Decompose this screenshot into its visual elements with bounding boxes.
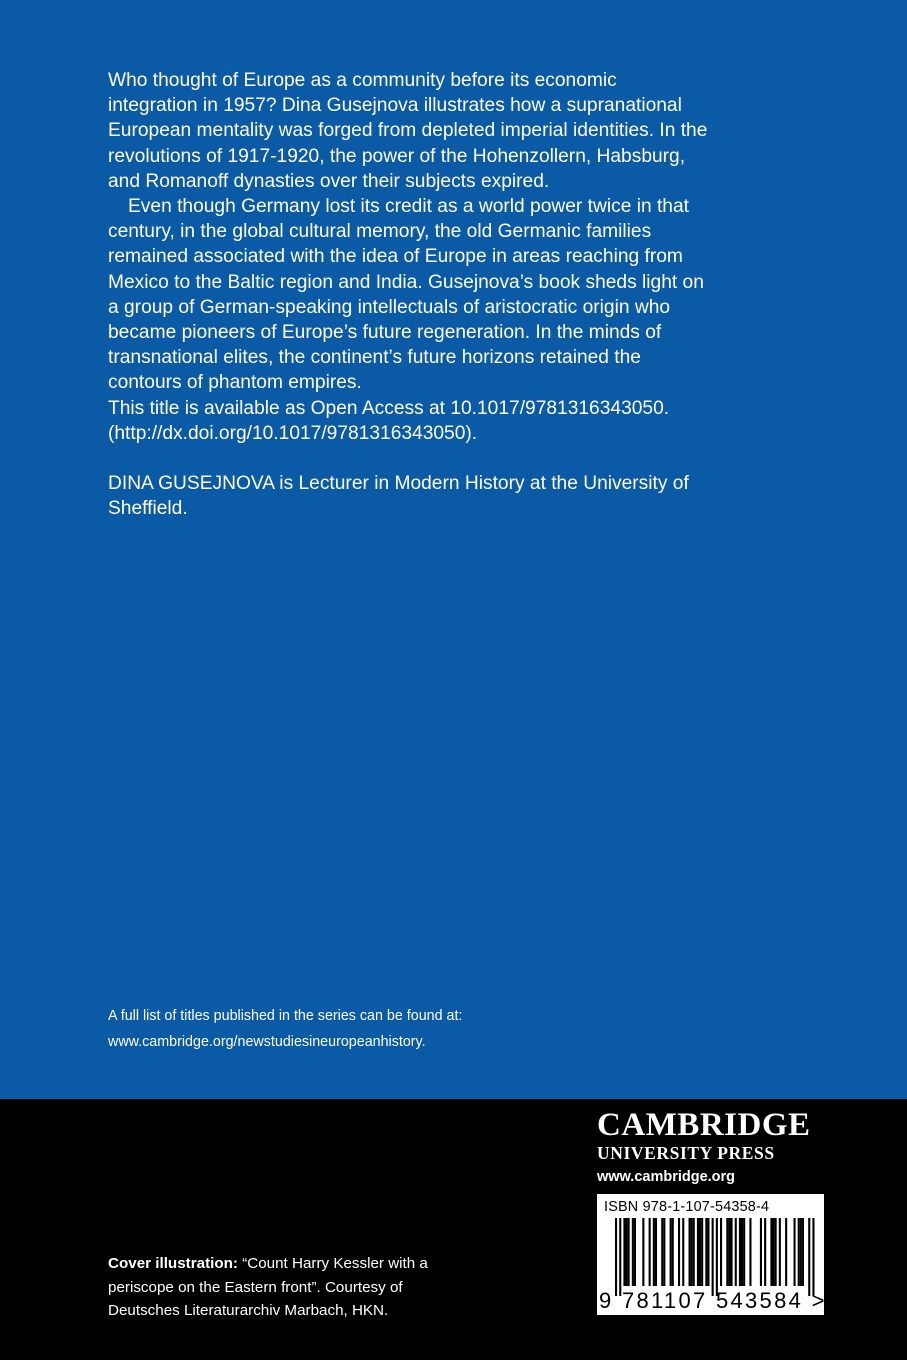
barcode-bar [785, 1218, 787, 1286]
barcode-bar [720, 1218, 722, 1286]
barcode-bar [661, 1218, 663, 1286]
barcode-bar [634, 1218, 636, 1286]
barcode-bar [655, 1218, 657, 1286]
barcode-bar [812, 1218, 814, 1296]
barcode-bar [802, 1218, 804, 1286]
barcode-bar [712, 1218, 714, 1296]
barcode-bar [663, 1218, 665, 1286]
series-url[interactable]: www.cambridge.org/newstudiesineuropeanhistory. [108, 1034, 426, 1050]
cover-credit [108, 1252, 468, 1323]
blurb [108, 68, 708, 521]
author-bio: DINA GUSEJNOVA is Lecturer in Modern History at the University of Sheffield. [108, 473, 689, 520]
barcode-bar [615, 1218, 617, 1296]
barcode-bar [697, 1218, 699, 1286]
barcode-bar [619, 1218, 621, 1296]
barcode-bar [726, 1218, 728, 1286]
barcode-bar [626, 1218, 628, 1286]
barcode-bar [731, 1218, 733, 1286]
barcode-bar [773, 1218, 775, 1286]
cover-credit-label: Cover illustration: [108, 1255, 238, 1272]
barcode-bar [739, 1218, 741, 1286]
barcode-panel [597, 1194, 827, 1315]
barcode-bar [770, 1218, 772, 1286]
barcode-bar [800, 1218, 802, 1286]
barcode-bar [707, 1218, 709, 1286]
publisher-logo [597, 1108, 827, 1186]
barcode-bar [716, 1218, 718, 1296]
barcode-bar [693, 1218, 695, 1286]
publisher-subtitle: UNIVERSITY PRESS [597, 1143, 775, 1163]
barcode-bar [670, 1218, 672, 1286]
barcode-bar [653, 1218, 655, 1286]
series-text: A full list of titles published in the series can be found at: [108, 1008, 463, 1024]
publisher-url[interactable]: www.cambridge.org [597, 1169, 736, 1185]
barcode-bar [642, 1218, 644, 1286]
isbn-label: ISBN 978-1-107-54358-4 [604, 1199, 770, 1215]
barcode-bar [623, 1218, 625, 1286]
barcode-bar [689, 1218, 691, 1286]
series-info [108, 1003, 528, 1055]
barcode-bar [808, 1218, 810, 1296]
barcode-bar [749, 1218, 751, 1286]
barcode-bar [682, 1218, 684, 1286]
publisher-name: CAMBRIDGE [597, 1107, 811, 1143]
barcode-bar [701, 1218, 703, 1286]
barcode-bar [798, 1218, 800, 1286]
open-access-note: This title is available as Open Access at 10.1017/9781316343050. (http://dx.doi.org/10.1017/9781316343050). [108, 397, 670, 444]
barcode-bar [760, 1218, 762, 1286]
barcode-bar [735, 1218, 737, 1286]
barcode-bar [741, 1218, 743, 1286]
barcode-bar [632, 1218, 634, 1286]
barcode-bar [705, 1218, 707, 1286]
barcode-bar [764, 1218, 766, 1286]
cover-credit-text: “Count Harry Kessler with a periscope on the Eastern front”. Courtesy of Deutsches Literaturarchiv Marbach, HKN. [108, 1255, 428, 1319]
barcode-bar [691, 1218, 693, 1286]
blurb-paragraph-1: Who thought of Europe as a community before its economic integration in 1957? Dina Gusejnova illustrates how a supranational European mentality was forged from depleted imperial identities. In the revolutions of 1917-1920, the power of the Hohenzollern, Habsburg, and Romanoff dynasties over their subjects expired. [108, 70, 708, 192]
barcode-bar [628, 1218, 630, 1286]
barcode-bar [743, 1218, 745, 1286]
barcode-bar [649, 1218, 651, 1286]
barcode-bar [775, 1218, 777, 1286]
barcode-bar [678, 1218, 680, 1286]
barcode-bar [728, 1218, 730, 1286]
barcode-bar [672, 1218, 674, 1286]
blurb-paragraph-2: Even though Germany lost its credit as a world power twice in that century, in the global cultural memory, the old Germanic families remained associated with the idea of Europe in areas reaching from Mexico to the Baltic region and India. Gusejnova’s book sheds light on a group of German-speaking intellectuals of aristocratic origin who became pioneers of Europe’s future regeneration. In the minds of transnational elites, the continent’s future horizons retained the contours of phantom empires. [108, 196, 704, 394]
barcode-bar [794, 1218, 796, 1286]
barcode-bar [699, 1218, 701, 1286]
barcode-bar [779, 1218, 781, 1286]
barcode-digits: 9 781107 543584 > [599, 1288, 827, 1313]
